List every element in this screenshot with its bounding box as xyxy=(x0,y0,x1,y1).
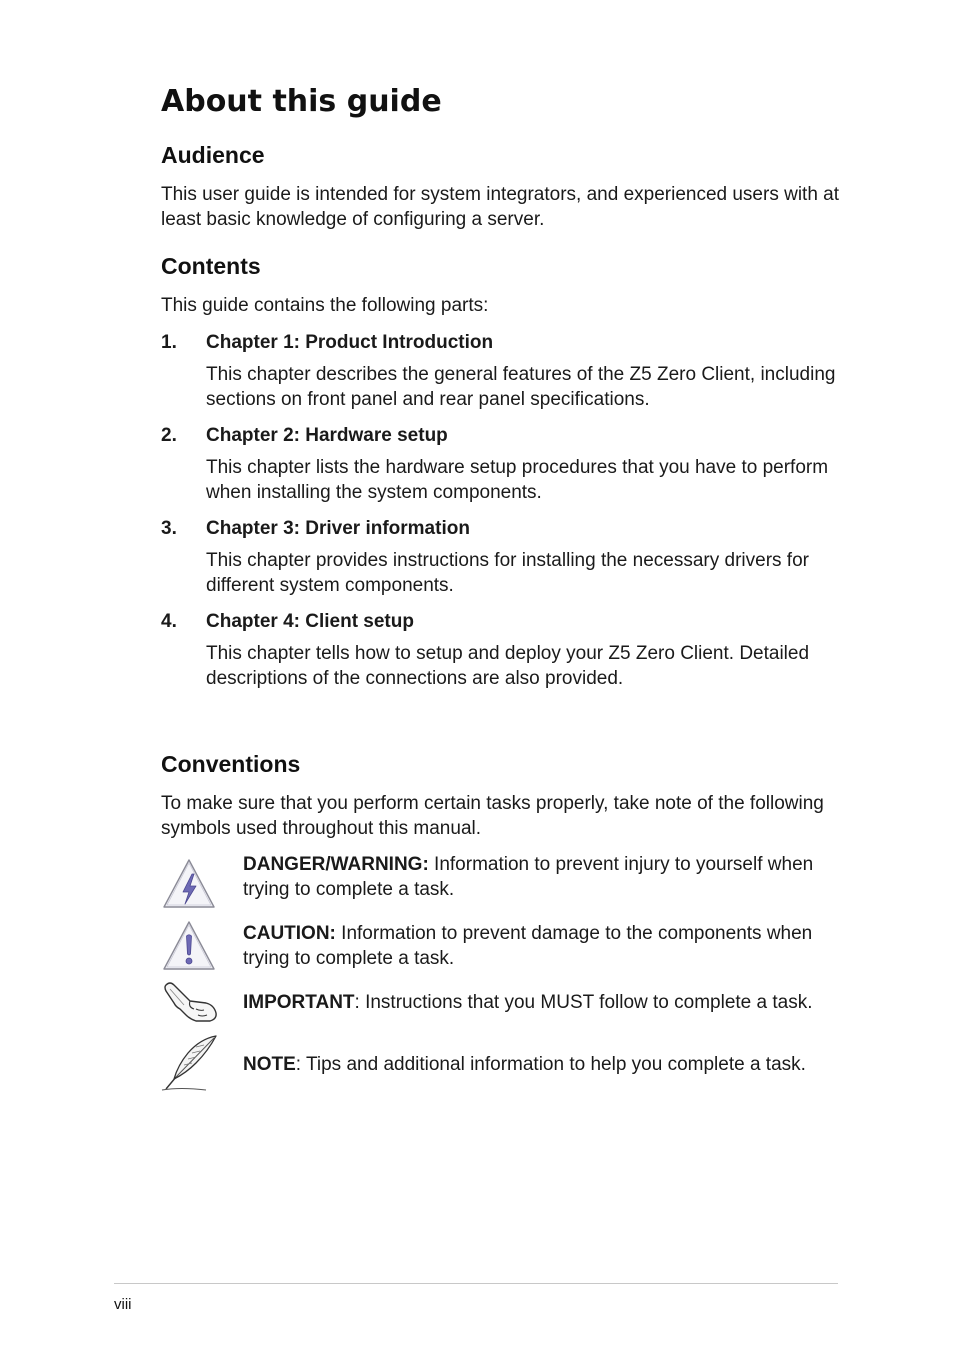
chapter-title: Chapter 1: Product Introduction xyxy=(206,332,494,353)
conventions-intro-line-1: To make sure that you perform certain tasks properly, take note of the following xyxy=(161,793,824,814)
chapter-description-line-1: This chapter tells how to setup and deploy your Z5 Zero Client. Detailed xyxy=(206,643,810,664)
convention-text xyxy=(243,1053,833,1078)
chapter-description-line-2: descriptions of the connections are also provided. xyxy=(206,668,624,689)
chapter-title: Chapter 3: Driver information xyxy=(206,518,470,539)
convention-description-line-2: trying to complete a task. xyxy=(243,947,455,969)
chapter-description-line-2: sections on front panel and rear panel specifications. xyxy=(206,389,650,410)
chapter-description-line-2: when installing the system components. xyxy=(206,482,542,503)
conventions-heading: Conventions xyxy=(161,751,301,777)
convention-text xyxy=(243,991,833,1016)
convention-text xyxy=(243,922,833,971)
page-title: About this guide xyxy=(161,84,442,119)
note-quill-icon xyxy=(160,1033,220,1093)
audience-line-1: This user guide is intended for system integrators, and experienced users with at xyxy=(161,184,840,205)
convention-label: IMPORTANT xyxy=(243,992,355,1013)
conventions-intro-line-2: symbols used throughout this manual. xyxy=(161,817,482,839)
chapter-title: Chapter 4: Client setup xyxy=(206,611,414,632)
convention-text xyxy=(243,853,833,902)
chapter-description xyxy=(206,362,836,412)
footer-divider xyxy=(114,1283,838,1284)
chapter-title: Chapter 2: Hardware setup xyxy=(206,425,448,446)
chapter-number: 1. xyxy=(161,332,177,353)
chapter-description xyxy=(206,641,836,691)
chapter-number: 3. xyxy=(161,518,177,539)
chapter-description-line-2: different system components. xyxy=(206,575,454,596)
audience-heading: Audience xyxy=(161,142,265,168)
convention-label: DANGER/WARNING: xyxy=(243,854,429,875)
convention-description: Information to prevent damage to the components when xyxy=(335,923,813,944)
convention-label: NOTE xyxy=(243,1054,296,1075)
audience-line-2: least basic knowledge of configuring a server. xyxy=(161,208,545,230)
contents-heading: Contents xyxy=(161,253,261,279)
convention-description: Information to prevent injury to yourself when xyxy=(428,854,814,875)
chapter-number: 4. xyxy=(161,611,177,632)
convention-description: : Instructions that you MUST follow to complete a task. xyxy=(354,992,813,1013)
convention-label: CAUTION: xyxy=(243,923,336,944)
chapter-description-line-1: This chapter describes the general features of the Z5 Zero Client, including xyxy=(206,364,836,385)
chapter-description-line-1: This chapter provides instructions for installing the necessary drivers for xyxy=(206,550,809,571)
chapter-description xyxy=(206,455,836,505)
caution-icon xyxy=(160,916,220,976)
chapter-description xyxy=(206,548,836,598)
danger-warning-icon xyxy=(160,854,220,914)
audience-text xyxy=(161,183,841,232)
convention-description-line-2: trying to complete a task. xyxy=(243,878,455,900)
page-number: viii xyxy=(114,1296,132,1313)
convention-description: : Tips and additional information to help you complete a task. xyxy=(295,1054,806,1075)
chapter-number: 2. xyxy=(161,425,177,446)
contents-intro: This guide contains the following parts: xyxy=(161,295,489,316)
conventions-intro xyxy=(161,792,841,841)
important-hand-icon xyxy=(160,975,220,1035)
chapter-description-line-1: This chapter lists the hardware setup procedures that you have to perform xyxy=(206,457,829,478)
